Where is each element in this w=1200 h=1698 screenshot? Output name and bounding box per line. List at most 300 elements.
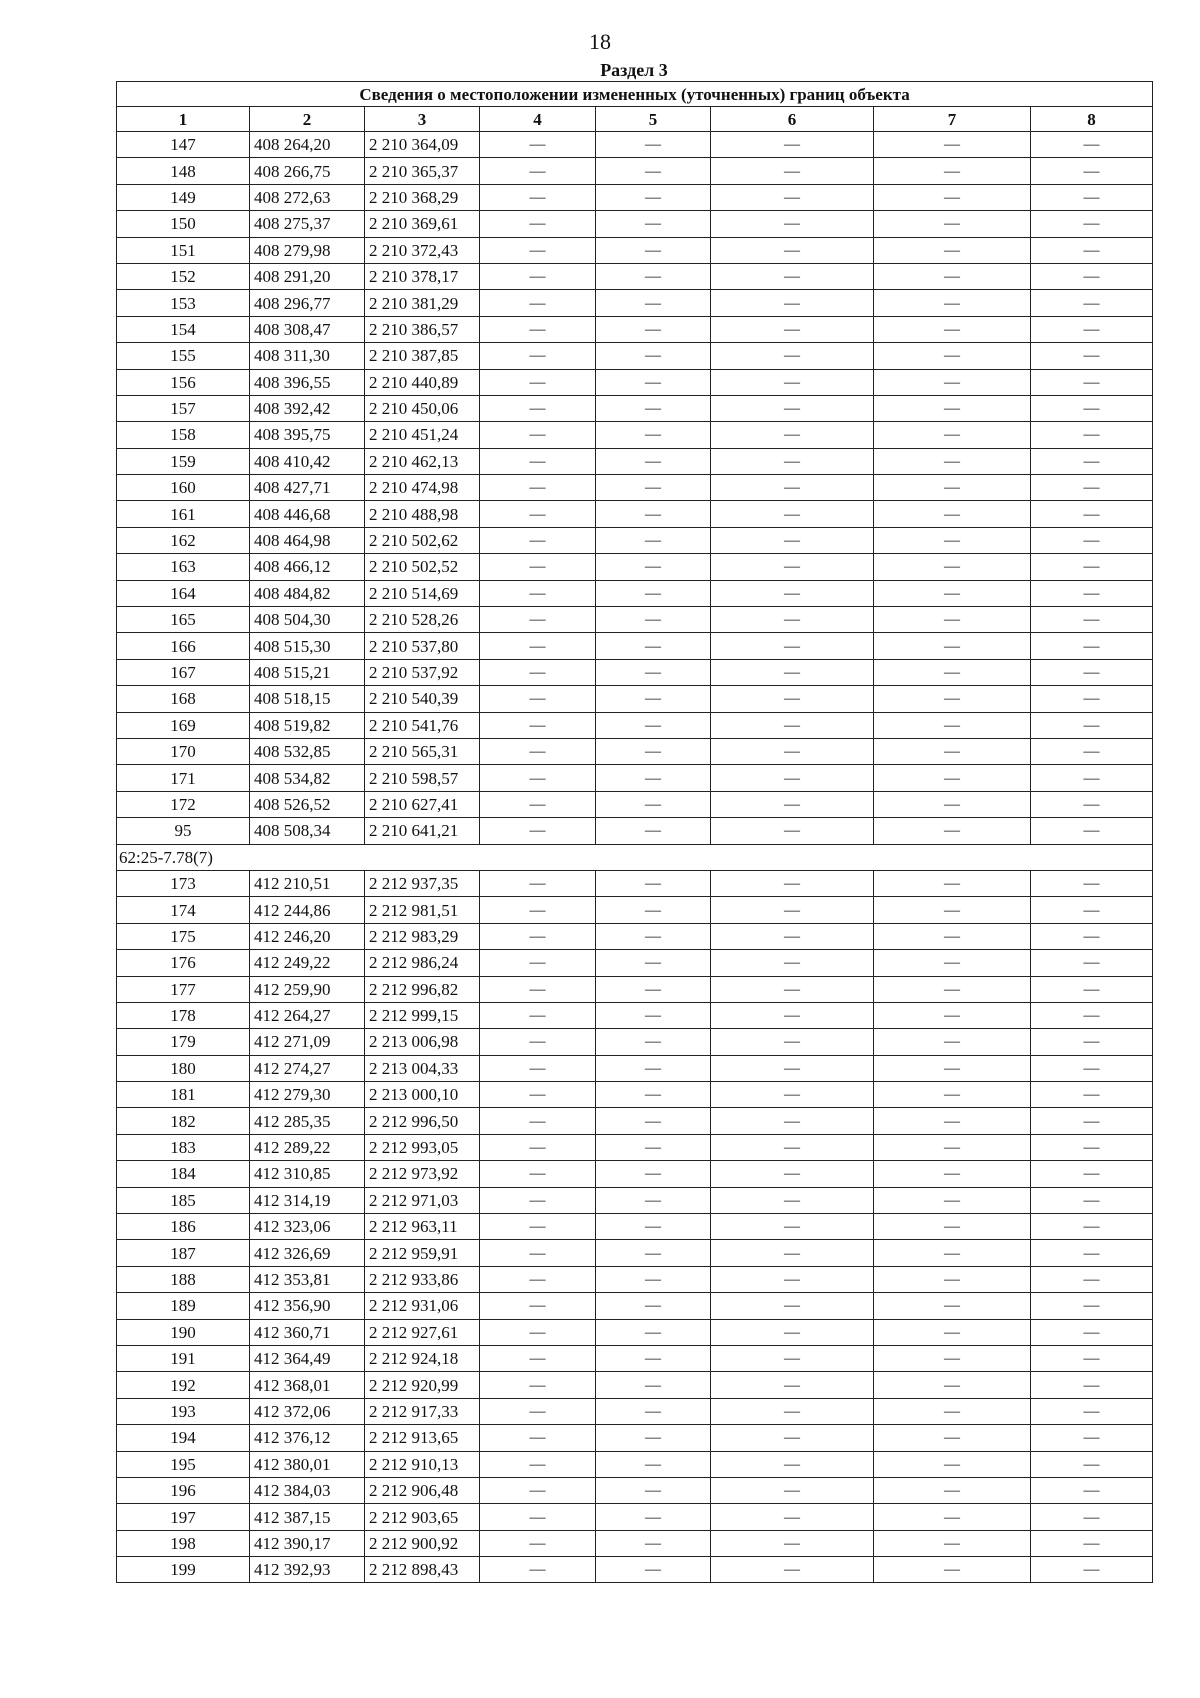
empty-value-cell: — [480, 1055, 596, 1081]
coordinate-x: 412 356,90 [250, 1293, 365, 1319]
empty-value-cell: — [874, 1345, 1031, 1371]
table-row [117, 343, 1153, 369]
coordinate-y: 2 210 440,89 [365, 369, 480, 395]
empty-value-cell: — [1031, 870, 1153, 896]
empty-value-cell: — [480, 1319, 596, 1345]
coordinate-y: 2 212 917,33 [365, 1398, 480, 1424]
empty-value-cell: — [711, 211, 874, 237]
empty-value-cell: — [1031, 132, 1153, 158]
table-row [117, 475, 1153, 501]
point-number: 149 [117, 184, 250, 210]
empty-value-cell: — [480, 791, 596, 817]
coordinate-y: 2 210 365,37 [365, 158, 480, 184]
table-row [117, 1187, 1153, 1213]
empty-value-cell: — [480, 1293, 596, 1319]
empty-value-cell: — [480, 1372, 596, 1398]
empty-value-cell: — [480, 1266, 596, 1292]
empty-value-cell: — [874, 448, 1031, 474]
empty-value-cell: — [596, 1187, 711, 1213]
point-number: 184 [117, 1161, 250, 1187]
coordinate-x: 408 275,37 [250, 211, 365, 237]
coordinate-y: 2 212 971,03 [365, 1187, 480, 1213]
empty-value-cell: — [480, 580, 596, 606]
empty-value-cell: — [480, 554, 596, 580]
empty-value-cell: — [711, 633, 874, 659]
coordinate-y: 2 212 983,29 [365, 923, 480, 949]
point-number: 189 [117, 1293, 250, 1319]
empty-value-cell: — [596, 1319, 711, 1345]
empty-value-cell: — [480, 1161, 596, 1187]
point-number: 161 [117, 501, 250, 527]
coordinate-x: 408 308,47 [250, 316, 365, 342]
empty-value-cell: — [596, 686, 711, 712]
column-header: 7 [874, 107, 1031, 132]
empty-value-cell: — [596, 1108, 711, 1134]
coordinate-y: 2 212 963,11 [365, 1214, 480, 1240]
empty-value-cell: — [596, 211, 711, 237]
coordinate-y: 2 210 372,43 [365, 237, 480, 263]
coordinate-x: 408 392,42 [250, 395, 365, 421]
empty-value-cell: — [596, 263, 711, 289]
empty-value-cell: — [874, 976, 1031, 1002]
empty-value-cell: — [596, 818, 711, 844]
empty-value-cell: — [480, 132, 596, 158]
empty-value-cell: — [1031, 1134, 1153, 1160]
empty-value-cell: — [596, 1134, 711, 1160]
empty-value-cell: — [596, 1557, 711, 1583]
point-number: 185 [117, 1187, 250, 1213]
empty-value-cell: — [711, 659, 874, 685]
table-row [117, 184, 1153, 210]
empty-value-cell: — [480, 976, 596, 1002]
empty-value-cell: — [596, 237, 711, 263]
point-number: 155 [117, 343, 250, 369]
coordinate-x: 408 484,82 [250, 580, 365, 606]
empty-value-cell: — [1031, 607, 1153, 633]
coordinate-y: 2 212 913,65 [365, 1425, 480, 1451]
coordinate-x: 408 446,68 [250, 501, 365, 527]
coordinate-y: 2 210 514,69 [365, 580, 480, 606]
empty-value-cell: — [480, 659, 596, 685]
empty-value-cell: — [711, 1214, 874, 1240]
empty-value-cell: — [874, 1134, 1031, 1160]
empty-value-cell: — [711, 950, 874, 976]
empty-value-cell: — [596, 897, 711, 923]
empty-value-cell: — [711, 237, 874, 263]
coordinate-y: 2 210 540,39 [365, 686, 480, 712]
empty-value-cell: — [874, 1557, 1031, 1583]
empty-value-cell: — [1031, 369, 1153, 395]
empty-value-cell: — [1031, 950, 1153, 976]
coordinate-x: 412 279,30 [250, 1082, 365, 1108]
point-number: 195 [117, 1451, 250, 1477]
empty-value-cell: — [711, 870, 874, 896]
empty-value-cell: — [874, 1266, 1031, 1292]
empty-value-cell: — [480, 686, 596, 712]
empty-value-cell: — [874, 1319, 1031, 1345]
coordinate-y: 2 212 993,05 [365, 1134, 480, 1160]
coordinate-x: 408 526,52 [250, 791, 365, 817]
empty-value-cell: — [596, 475, 711, 501]
empty-value-cell: — [874, 237, 1031, 263]
empty-value-cell: — [711, 316, 874, 342]
empty-value-cell: — [1031, 818, 1153, 844]
coordinate-x: 408 504,30 [250, 607, 365, 633]
empty-value-cell: — [711, 422, 874, 448]
empty-value-cell: — [874, 1082, 1031, 1108]
coordinate-y: 2 210 474,98 [365, 475, 480, 501]
empty-value-cell: — [711, 1530, 874, 1556]
empty-value-cell: — [874, 1293, 1031, 1319]
coordinate-y: 2 212 973,92 [365, 1161, 480, 1187]
table-row [117, 501, 1153, 527]
coordinate-x: 408 395,75 [250, 422, 365, 448]
point-number: 192 [117, 1372, 250, 1398]
empty-value-cell: — [480, 1187, 596, 1213]
empty-value-cell: — [874, 501, 1031, 527]
coordinate-y: 2 212 924,18 [365, 1345, 480, 1371]
coordinate-x: 412 372,06 [250, 1398, 365, 1424]
empty-value-cell: — [711, 263, 874, 289]
empty-value-cell: — [1031, 1345, 1153, 1371]
empty-value-cell: — [711, 1029, 874, 1055]
table-row [117, 1398, 1153, 1424]
coordinate-x: 412 376,12 [250, 1425, 365, 1451]
table-row [117, 659, 1153, 685]
empty-value-cell: — [480, 527, 596, 553]
empty-value-cell: — [711, 1398, 874, 1424]
coordinate-y: 2 210 598,57 [365, 765, 480, 791]
empty-value-cell: — [480, 184, 596, 210]
empty-value-cell: — [1031, 1425, 1153, 1451]
empty-value-cell: — [596, 158, 711, 184]
table-row [117, 1266, 1153, 1292]
empty-value-cell: — [711, 1240, 874, 1266]
empty-value-cell: — [480, 1530, 596, 1556]
empty-value-cell: — [711, 712, 874, 738]
table-row [117, 1557, 1153, 1583]
coordinate-y: 2 210 627,41 [365, 791, 480, 817]
empty-value-cell: — [480, 1425, 596, 1451]
empty-value-cell: — [711, 475, 874, 501]
empty-value-cell: — [874, 1477, 1031, 1503]
table-row [117, 1451, 1153, 1477]
coordinate-y: 2 210 502,62 [365, 527, 480, 553]
empty-value-cell: — [596, 1451, 711, 1477]
empty-value-cell: — [874, 659, 1031, 685]
empty-value-cell: — [480, 897, 596, 923]
empty-value-cell: — [480, 818, 596, 844]
empty-value-cell: — [874, 1451, 1031, 1477]
empty-value-cell: — [1031, 712, 1153, 738]
empty-value-cell: — [711, 1082, 874, 1108]
coordinate-x: 412 360,71 [250, 1319, 365, 1345]
table-row [117, 791, 1153, 817]
point-number: 194 [117, 1425, 250, 1451]
empty-value-cell: — [1031, 263, 1153, 289]
empty-value-cell: — [596, 554, 711, 580]
empty-value-cell: — [596, 1161, 711, 1187]
empty-value-cell: — [1031, 316, 1153, 342]
empty-value-cell: — [711, 1504, 874, 1530]
table-row [117, 765, 1153, 791]
table-row [117, 1161, 1153, 1187]
empty-value-cell: — [1031, 554, 1153, 580]
coordinate-x: 408 519,82 [250, 712, 365, 738]
empty-value-cell: — [596, 976, 711, 1002]
empty-value-cell: — [1031, 1530, 1153, 1556]
empty-value-cell: — [874, 211, 1031, 237]
empty-value-cell: — [480, 1451, 596, 1477]
empty-value-cell: — [874, 343, 1031, 369]
empty-value-cell: — [1031, 1266, 1153, 1292]
empty-value-cell: — [596, 1372, 711, 1398]
table-row [117, 1240, 1153, 1266]
coordinate-x: 412 384,03 [250, 1477, 365, 1503]
point-number: 191 [117, 1345, 250, 1371]
coordinate-y: 2 210 386,57 [365, 316, 480, 342]
empty-value-cell: — [711, 554, 874, 580]
empty-value-cell: — [874, 712, 1031, 738]
empty-value-cell: — [711, 607, 874, 633]
empty-value-cell: — [1031, 475, 1153, 501]
coordinate-x: 408 518,15 [250, 686, 365, 712]
empty-value-cell: — [711, 976, 874, 1002]
empty-value-cell: — [874, 897, 1031, 923]
point-number: 187 [117, 1240, 250, 1266]
table-row [117, 448, 1153, 474]
empty-value-cell: — [596, 343, 711, 369]
point-number: 176 [117, 950, 250, 976]
coordinate-x: 412 246,20 [250, 923, 365, 949]
empty-value-cell: — [596, 527, 711, 553]
table-row [117, 1029, 1153, 1055]
point-number: 183 [117, 1134, 250, 1160]
table-title: Сведения о местоположении измененных (уточненных) границ объекта [117, 82, 1153, 107]
coordinate-x: 412 387,15 [250, 1504, 365, 1530]
empty-value-cell: — [1031, 1293, 1153, 1319]
empty-value-cell: — [1031, 1477, 1153, 1503]
table-row [117, 976, 1153, 1002]
table-row [117, 712, 1153, 738]
point-number: 177 [117, 976, 250, 1002]
coordinate-x: 412 353,81 [250, 1266, 365, 1292]
point-number: 163 [117, 554, 250, 580]
coordinate-y: 2 210 488,98 [365, 501, 480, 527]
table-row [117, 580, 1153, 606]
point-number: 165 [117, 607, 250, 633]
empty-value-cell: — [480, 870, 596, 896]
empty-value-cell: — [596, 607, 711, 633]
coordinate-y: 2 212 927,61 [365, 1319, 480, 1345]
coordinate-x: 412 289,22 [250, 1134, 365, 1160]
empty-value-cell: — [874, 1161, 1031, 1187]
empty-value-cell: — [711, 1425, 874, 1451]
coordinate-x: 408 272,63 [250, 184, 365, 210]
table-row [117, 1108, 1153, 1134]
empty-value-cell: — [874, 184, 1031, 210]
coordinate-y: 2 212 910,13 [365, 1451, 480, 1477]
empty-value-cell: — [874, 316, 1031, 342]
empty-value-cell: — [711, 765, 874, 791]
empty-value-cell: — [874, 870, 1031, 896]
coordinate-y: 2 213 004,33 [365, 1055, 480, 1081]
empty-value-cell: — [1031, 976, 1153, 1002]
point-number: 147 [117, 132, 250, 158]
coordinate-x: 408 508,34 [250, 818, 365, 844]
table-row [117, 633, 1153, 659]
empty-value-cell: — [480, 1029, 596, 1055]
empty-value-cell: — [711, 791, 874, 817]
coordinate-x: 412 390,17 [250, 1530, 365, 1556]
empty-value-cell: — [1031, 290, 1153, 316]
coordinate-y: 2 210 537,92 [365, 659, 480, 685]
empty-value-cell: — [711, 343, 874, 369]
section-heading: Раздел 3 [600, 60, 668, 80]
point-number: 171 [117, 765, 250, 791]
coordinate-x: 408 311,30 [250, 343, 365, 369]
empty-value-cell: — [874, 1214, 1031, 1240]
empty-value-cell: — [480, 422, 596, 448]
point-number: 172 [117, 791, 250, 817]
point-number: 193 [117, 1398, 250, 1424]
empty-value-cell: — [711, 1002, 874, 1028]
empty-value-cell: — [874, 475, 1031, 501]
empty-value-cell: — [874, 738, 1031, 764]
empty-value-cell: — [1031, 211, 1153, 237]
empty-value-cell: — [1031, 659, 1153, 685]
empty-value-cell: — [596, 1293, 711, 1319]
empty-value-cell: — [596, 184, 711, 210]
point-number: 175 [117, 923, 250, 949]
empty-value-cell: — [596, 1477, 711, 1503]
group-row [117, 844, 1153, 870]
coordinate-y: 2 210 641,21 [365, 818, 480, 844]
empty-value-cell: — [1031, 501, 1153, 527]
empty-value-cell: — [1031, 580, 1153, 606]
table-row [117, 1372, 1153, 1398]
point-number: 154 [117, 316, 250, 342]
coordinate-y: 2 213 000,10 [365, 1082, 480, 1108]
empty-value-cell: — [596, 765, 711, 791]
empty-value-cell: — [596, 448, 711, 474]
empty-value-cell: — [596, 1055, 711, 1081]
empty-value-cell: — [711, 184, 874, 210]
coordinate-x: 408 515,21 [250, 659, 365, 685]
empty-value-cell: — [1031, 343, 1153, 369]
empty-value-cell: — [1031, 1504, 1153, 1530]
column-header: 5 [596, 107, 711, 132]
coordinate-y: 2 210 378,17 [365, 263, 480, 289]
empty-value-cell: — [1031, 765, 1153, 791]
table-body [117, 82, 1153, 1583]
empty-value-cell: — [711, 1187, 874, 1213]
table-row [117, 1214, 1153, 1240]
coordinate-y: 2 212 937,35 [365, 870, 480, 896]
empty-value-cell: — [596, 1398, 711, 1424]
empty-value-cell: — [480, 395, 596, 421]
empty-value-cell: — [596, 580, 711, 606]
coordinate-y: 2 210 528,26 [365, 607, 480, 633]
point-number: 181 [117, 1082, 250, 1108]
empty-value-cell: — [711, 1055, 874, 1081]
coordinate-x: 408 532,85 [250, 738, 365, 764]
point-number: 180 [117, 1055, 250, 1081]
empty-value-cell: — [1031, 1240, 1153, 1266]
empty-value-cell: — [480, 1477, 596, 1503]
empty-value-cell: — [1031, 1557, 1153, 1583]
point-number: 151 [117, 237, 250, 263]
empty-value-cell: — [874, 395, 1031, 421]
table-row [117, 738, 1153, 764]
coordinate-y: 2 212 900,92 [365, 1530, 480, 1556]
coordinate-y: 2 210 565,31 [365, 738, 480, 764]
empty-value-cell: — [480, 1345, 596, 1371]
empty-value-cell: — [711, 527, 874, 553]
coordinate-x: 408 534,82 [250, 765, 365, 791]
empty-value-cell: — [596, 1029, 711, 1055]
coordinate-x: 412 285,35 [250, 1108, 365, 1134]
empty-value-cell: — [1031, 633, 1153, 659]
empty-value-cell: — [874, 1029, 1031, 1055]
empty-value-cell: — [596, 422, 711, 448]
table-row [117, 950, 1153, 976]
table-row [117, 395, 1153, 421]
empty-value-cell: — [596, 501, 711, 527]
table-row [117, 686, 1153, 712]
empty-value-cell: — [596, 712, 711, 738]
column-header: 4 [480, 107, 596, 132]
empty-value-cell: — [480, 1240, 596, 1266]
empty-value-cell: — [596, 1240, 711, 1266]
point-number: 157 [117, 395, 250, 421]
empty-value-cell: — [711, 448, 874, 474]
point-number: 182 [117, 1108, 250, 1134]
point-number: 150 [117, 211, 250, 237]
coordinate-x: 408 515,30 [250, 633, 365, 659]
empty-value-cell: — [711, 1319, 874, 1345]
empty-value-cell: — [711, 1108, 874, 1134]
coordinate-y: 2 210 387,85 [365, 343, 480, 369]
empty-value-cell: — [711, 923, 874, 949]
empty-value-cell: — [480, 1214, 596, 1240]
point-number: 153 [117, 290, 250, 316]
point-number: 167 [117, 659, 250, 685]
point-number: 152 [117, 263, 250, 289]
point-number: 173 [117, 870, 250, 896]
empty-value-cell: — [874, 923, 1031, 949]
empty-value-cell: — [874, 1108, 1031, 1134]
coordinate-x: 412 368,01 [250, 1372, 365, 1398]
coordinate-x: 412 323,06 [250, 1214, 365, 1240]
coordinate-x: 412 271,09 [250, 1029, 365, 1055]
coordinate-x: 412 210,51 [250, 870, 365, 896]
table-row [117, 1477, 1153, 1503]
empty-value-cell: — [480, 237, 596, 263]
empty-value-cell: — [711, 897, 874, 923]
table-row [117, 527, 1153, 553]
coordinate-x: 412 244,86 [250, 897, 365, 923]
empty-value-cell: — [874, 607, 1031, 633]
empty-value-cell: — [874, 369, 1031, 395]
table-row [117, 1319, 1153, 1345]
empty-value-cell: — [480, 950, 596, 976]
empty-value-cell: — [874, 290, 1031, 316]
empty-value-cell: — [1031, 1214, 1153, 1240]
empty-value-cell: — [711, 1477, 874, 1503]
empty-value-cell: — [1031, 1451, 1153, 1477]
empty-value-cell: — [596, 791, 711, 817]
